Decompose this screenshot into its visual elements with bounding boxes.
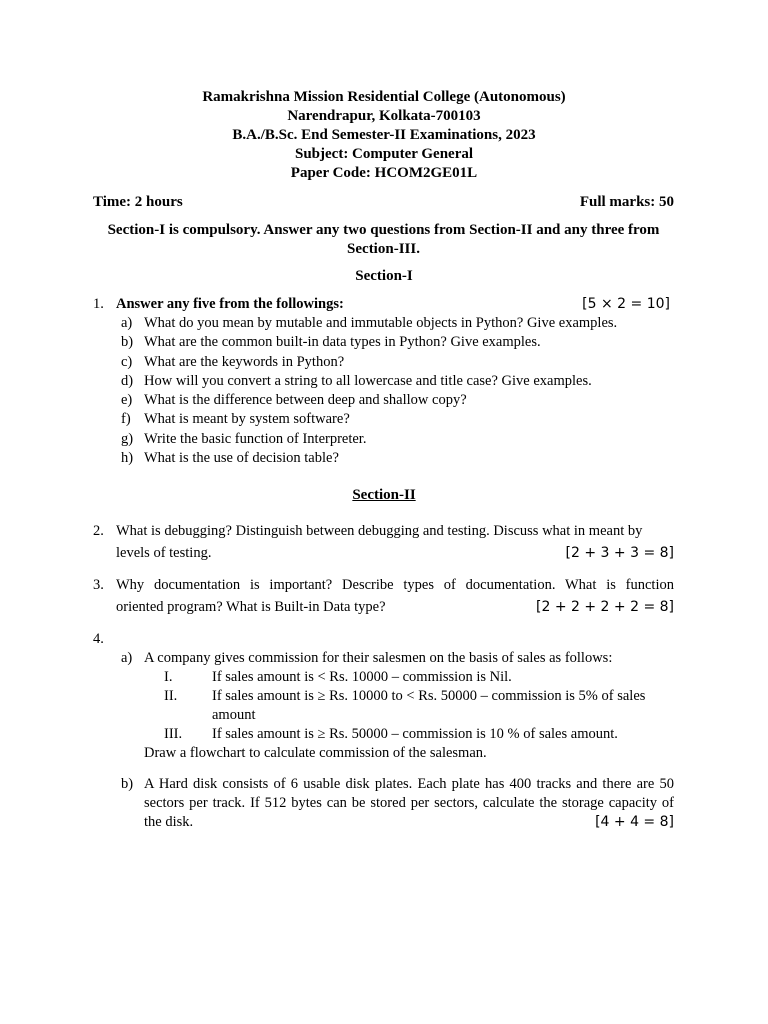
- question-text-line: levels of testing.: [116, 545, 212, 561]
- condition-item: I. If sales amount is < Rs. 10000 – commission is Nil.: [164, 669, 512, 685]
- question-marks: [5 × 2 = 10]: [582, 296, 670, 312]
- list-item: b) What are the common built-in data types in Python? Give examples.: [121, 334, 541, 351]
- condition-item: III. If sales amount is ≥ Rs. 50000 – commission is 10 % of sales amount.: [164, 726, 618, 742]
- sub-question-label: b): [121, 776, 134, 792]
- subject: Subject: Computer General: [294, 146, 474, 162]
- list-item: c) What are the keywords in Python?: [121, 353, 345, 370]
- sub-question-list: [121, 314, 674, 468]
- question-number: 1.: [93, 296, 104, 312]
- sub-question-label: a): [121, 650, 133, 666]
- time-allowed: Time: 2 hours: [93, 194, 183, 210]
- sub-question-text: A Hard disk consists of 6 usable disk plates. Each plate has 400 tracks and there are 50 sectors per track. If 512 bytes can be stored per sectors, calculate the storage capacity of the disk.: [144, 776, 674, 830]
- sub-question-text: A company gives commission for their salesmen on the basis of sales as follows:: [144, 650, 613, 666]
- question-marks: [2 + 2 + 2 + 2 = 8]: [536, 599, 674, 615]
- question-text-line: Why documentation is important? Describe types of documentation. What is function: [116, 577, 674, 593]
- question-4b: [121, 775, 674, 832]
- exam-header: [0, 88, 768, 183]
- question-number: 4.: [93, 631, 104, 647]
- sub-question-closing: Draw a flowchart to calculate commission of the salesman.: [144, 745, 487, 761]
- list-item: f) What is meant by system software?: [121, 411, 350, 428]
- condition-item: II. If sales amount is ≥ Rs. 10000 to < Rs. 50000 – commission is 5% of sales amount: [164, 688, 646, 723]
- section-1-title: Section-I: [355, 268, 413, 284]
- question-number: 2.: [93, 523, 104, 539]
- question-marks: [4 + 4 = 8]: [595, 814, 674, 830]
- question-text-line: What is debugging? Distinguish between debugging and testing. Discuss what in meant by: [116, 523, 643, 539]
- exam-name: B.A./B.Sc. End Semester-II Examinations, 2023: [232, 127, 536, 143]
- question-marks: [2 + 3 + 3 = 8]: [565, 545, 674, 561]
- list-item: g) Write the basic function of Interpreter.: [121, 430, 367, 447]
- question-4a: [121, 649, 674, 763]
- college-name: Ramakrishna Mission Residential College (Autonomous): [202, 89, 566, 105]
- full-marks: Full marks: 50: [579, 194, 674, 210]
- list-item: e) What is the difference between deep and shallow copy?: [121, 392, 467, 409]
- question-4: [93, 630, 674, 830]
- instructions: Section-I is compulsory. Answer any two questions from Section-II and any three from Section-III.: [107, 222, 660, 257]
- paper-code: Paper Code: HCOM2GE01L: [290, 165, 478, 181]
- list-item: a) What do you mean by mutable and immutable objects in Python? Give examples.: [121, 315, 618, 331]
- question-2: [93, 522, 674, 563]
- question-text-line: oriented program? What is Built-in Data type?: [116, 599, 386, 615]
- question-number: 3.: [93, 577, 104, 593]
- question-text: Answer any five from the followings:: [116, 296, 344, 312]
- list-item: d) How will you convert a string to all lowercase and title case? Give examples.: [121, 372, 592, 389]
- college-address: Narendrapur, Kolkata-700103: [287, 108, 481, 124]
- question-1: [93, 295, 674, 468]
- list-item: h) What is the use of decision table?: [121, 450, 339, 467]
- question-3: [93, 576, 674, 617]
- section-2-title: Section-II: [352, 487, 416, 503]
